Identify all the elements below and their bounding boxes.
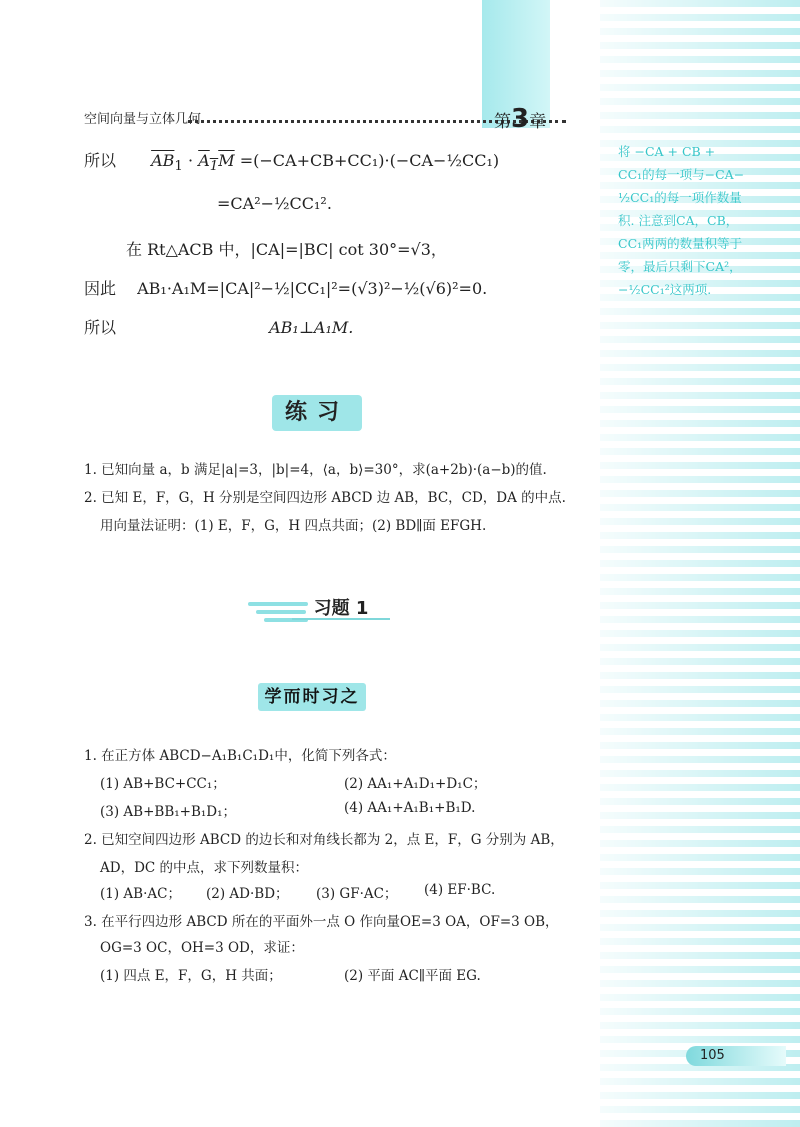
proof-line-1: 所以 $\overline{AB}_1 \cdot A_1M$ =(−CA+CB+CC₁)·(−CA−½CC₁) <box>84 151 500 175</box>
exercise-part: (1) 四点 E，F，G，H 共面； <box>100 968 282 984</box>
exercise-part: (4) AA₁+A₁B₁+B₁D. <box>344 800 476 816</box>
exercise-question-2: 2. 已知空间四边形 ABCD 的边长和对角线长都为 2，点 E，F，G 分别为 AB， <box>84 832 564 848</box>
exercise-part: (3) GF·AC； <box>316 886 398 902</box>
exercises-banner <box>248 594 388 628</box>
exercise-part: (2) AD·BD； <box>206 886 289 902</box>
exercises-title: 习题 1 <box>292 594 390 620</box>
side-note-line: 将 −CA + CB + <box>618 144 716 159</box>
practice-title: 练习 <box>272 395 362 431</box>
side-note-line: CC₁两两的数量积等于 <box>618 236 743 251</box>
side-note-line: CC₁的每一项与−CA− <box>618 167 745 182</box>
proof-line-5: 所以 AB₁⊥A₁M. <box>84 318 354 337</box>
page-number: 105 <box>686 1046 786 1066</box>
proof-line-3: 在 Rt△ACB 中，|CA|=|BC| cot 30°=√3， <box>126 240 447 259</box>
exercise-part: (1) AB+BC+CC₁； <box>100 776 226 792</box>
exercise-question-3: 3. 在平行四边形 ABCD 所在的平面外一点 O 作向量OE=3 OA，OF=3 OB， <box>84 914 559 930</box>
exercise-question-3-line-2: OG=3 OC，OH=3 OD，求证： <box>100 940 304 956</box>
exercise-part: (1) AB·AC； <box>100 886 181 902</box>
side-note-line: 零，最后只剩下CA²， <box>618 259 742 274</box>
chapter-label: 第3章 <box>494 104 547 134</box>
exercise-part: (4) EF·BC. <box>424 882 496 898</box>
running-header <box>84 104 554 134</box>
proof-line-2: =CA²−½CC₁². <box>217 194 332 213</box>
side-note-line: −½CC₁²这两项. <box>618 282 712 297</box>
exercise-question-1: 1. 在正方体 ABCD−A₁B₁C₁D₁中，化简下列各式： <box>84 748 396 764</box>
practice-question-2-line-2: 用向量法证明：(1) E，F，G，H 四点共面；(2) BD∥面 EFGH. <box>100 518 487 534</box>
side-note-line: ½CC₁的每一项作数量 <box>618 190 742 205</box>
side-note <box>618 140 756 301</box>
practice-question-2: 2. 已知 E，F，G，H 分别是空间四边形 ABCD 边 AB，BC，CD，DA 的中点. <box>84 490 566 506</box>
exercise-part: (2) 平面 AC∥平面 EG. <box>344 968 481 984</box>
side-note-line: 积. 注意到CA，CB， <box>618 213 739 228</box>
exercise-question-2-line-2: AD，DC 的中点，求下列数量积： <box>100 860 309 876</box>
book-title: 空间向量与立体几何 <box>84 112 202 127</box>
exercise-part: (2) AA₁+A₁D₁+D₁C； <box>344 776 487 792</box>
practice-question-1: 1. 已知向量 a，b 满足|a|=3，|b|=4，⟨a，b⟩=30°，求(a+2b)·(a−b)的值. <box>84 462 547 478</box>
exercise-part: (3) AB+BB₁+B₁D₁； <box>100 804 237 820</box>
proof-line-4: 因此 AB₁·A₁M=|CA|²−½|CC₁|²=(√3)²−½(√6)²=0. <box>84 279 488 298</box>
section-title: 学而时习之 <box>258 683 366 711</box>
